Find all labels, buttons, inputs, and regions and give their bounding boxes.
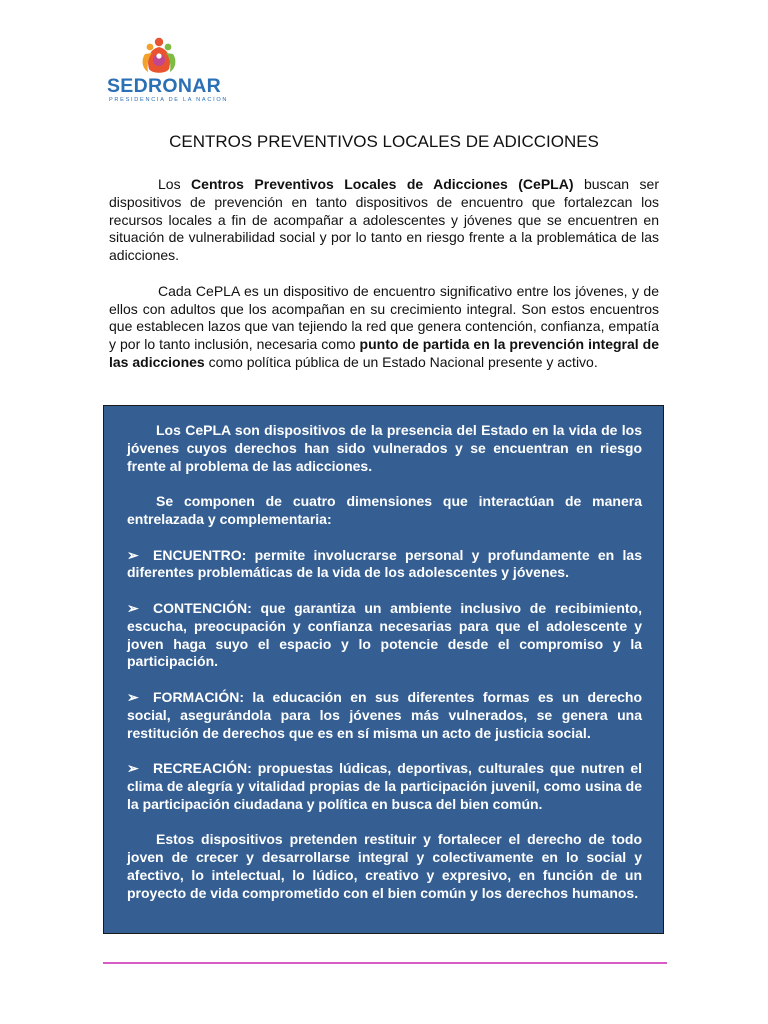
arrow-bullet-icon: ➢ bbox=[127, 760, 139, 777]
arrow-bullet-icon: ➢ bbox=[127, 599, 139, 616]
arrow-bullet-icon: ➢ bbox=[127, 546, 139, 563]
logo-wordmark: SEDRONAR bbox=[107, 75, 221, 97]
bullet-item-encuentro bbox=[127, 547, 642, 583]
bullet-item-formacion bbox=[127, 689, 642, 742]
bullet-item-recreacion bbox=[127, 760, 642, 813]
box-paragraph-3: Estos dispositivos pretenden restituir y fortalecer el derecho de todo joven de crecer y desarrollarse integral y colectivamente en lo social y afectivo, lo intelectual, lo lúdico, creativo y expresivo, en función de un proyecto de vida comprometido con el bien común y los derechos humanos. bbox=[127, 831, 642, 901]
document-title: CENTROS PREVENTIVOS LOCALES DE ADICCIONES bbox=[169, 132, 599, 151]
highlight-box-content bbox=[127, 422, 642, 920]
box-paragraph-2: Se componen de cuatro dimensiones que interactúan de manera entrelazada y complementaria: bbox=[127, 493, 642, 527]
bullet-text: FORMACIÓN: la educación en sus diferentes formas es un derecho social, asegurándola para los jóvenes más vulnerados, se genera una restitución de derechos que es en sí misma un acto de justicia social. bbox=[127, 688, 642, 741]
paragraph-1-bold: Centros Preventivos Locales de Adicciones (CePLA) bbox=[191, 176, 574, 192]
bullet-text: CONTENCIÓN: que garantiza un ambiente inclusivo de recibimiento, escucha, preocupación y confianza necesarias para que el adolescente y joven haga suyo el espacio y lo potencie desde el compromiso y la participación. bbox=[127, 599, 642, 670]
bullet-item-contencion bbox=[127, 600, 642, 671]
highlight-box bbox=[103, 405, 664, 934]
box-paragraph-1: Los CePLA son dispositivos de la presencia del Estado en la vida de los jóvenes cuyos derechos han sido vulnerados y se encuentran en riesgo frente al problema de las adicciones. bbox=[127, 422, 642, 474]
intro-paragraph-1 bbox=[109, 176, 659, 265]
intro-paragraph-2 bbox=[109, 283, 659, 372]
paragraph-2-text-end: como política pública de un Estado Nacional presente y activo. bbox=[204, 353, 598, 370]
bullet-text: ENCUENTRO: permite involucrarse personal y profundamente en las diferentes problemáticas de la vida de los adolescentes y jóvenes. bbox=[127, 546, 642, 581]
paragraph-1-text-start: Los bbox=[158, 176, 192, 192]
paragraph-2-bold: punto de partida en la prevención integral de las adicciones bbox=[109, 336, 659, 370]
family-logo-icon bbox=[140, 36, 178, 76]
sedronar-logo bbox=[107, 36, 229, 106]
logo-subtitle: PRESIDENCIA DE LA NACION bbox=[109, 97, 229, 103]
footer-divider bbox=[103, 962, 667, 964]
paragraph-2-text-start: Cada CePLA es un dispositivo de encuentro significativo entre los jóvenes, y de ellos con adultos que los acompañan en su crecimiento integral. Son estos encuentros que establecen lazos que van tejiendo la red que genera contención, confianza, empatía y por lo tanto inclusión, necesaria como bbox=[109, 282, 659, 353]
bullet-text: RECREACIÓN: propuestas lúdicas, deportivas, culturales que nutren el clima de alegría y vitalidad propias de la participación juvenil, como usina de la participación ciudadana y política en busca del bien común. bbox=[127, 760, 642, 812]
paragraph-1-text-end: buscan ser dispositivos de prevención en tanto dispositivos de encuentro que fortalezcan los recursos locales a fin de acompañar a adolescentes y jóvenes que se encuentren en situación de vulnerabilidad social y por lo tanto en riesgo frente a la problemática de las adicciones. bbox=[109, 176, 659, 264]
intro-section bbox=[109, 176, 659, 390]
arrow-bullet-icon: ➢ bbox=[127, 688, 139, 705]
